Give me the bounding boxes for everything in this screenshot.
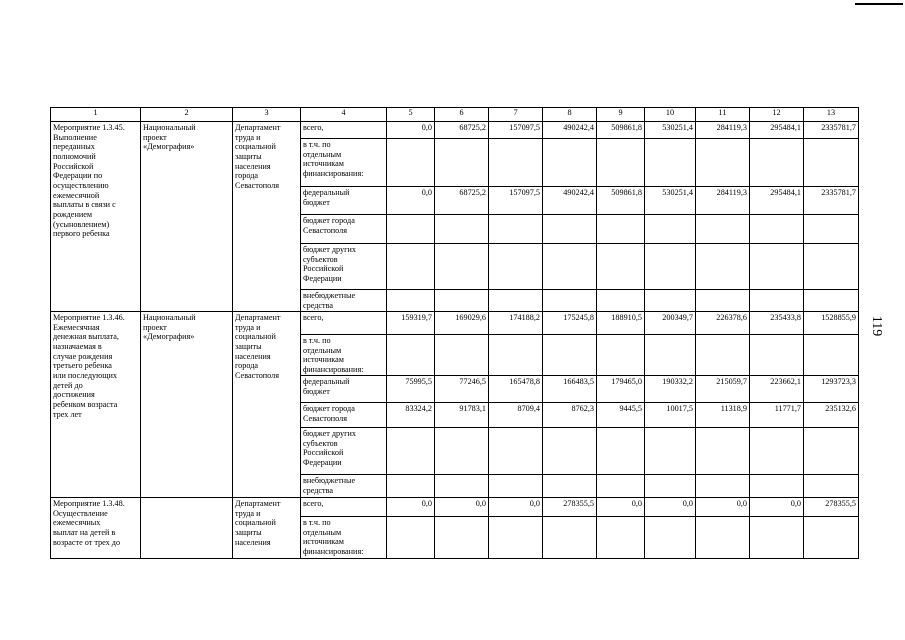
value-cell [387, 428, 435, 475]
value-cell [696, 517, 750, 559]
value-cell: 284119,3 [696, 122, 750, 139]
funding-source-cell: федеральный бюджет [301, 187, 387, 215]
value-cell [597, 139, 645, 187]
value-cell [804, 244, 859, 290]
value-cell [489, 335, 543, 376]
value-cell: 295484,1 [750, 187, 804, 215]
value-cell: 223662,1 [750, 376, 804, 403]
value-cell: 165478,8 [489, 376, 543, 403]
table-row [51, 122, 859, 139]
value-cell: 83324,2 [387, 403, 435, 428]
column-header: 5 [387, 108, 435, 122]
value-cell: 9445,5 [597, 403, 645, 428]
value-cell: 0,0 [387, 122, 435, 139]
value-cell [597, 335, 645, 376]
value-cell [489, 244, 543, 290]
value-cell [435, 517, 489, 559]
value-cell: 235433,8 [750, 312, 804, 335]
value-cell: 0,0 [387, 498, 435, 517]
value-cell: 278355,5 [804, 498, 859, 517]
value-cell: 0,0 [387, 187, 435, 215]
value-cell: 0,0 [435, 498, 489, 517]
event-name-cell: Мероприятие 1.3.48. Осуществление ежемесячных выплат на детей в возрасте от трех до [51, 498, 141, 559]
value-cell: 226378,6 [696, 312, 750, 335]
funding-source-cell: бюджет города Севастополя [301, 215, 387, 244]
value-cell [696, 139, 750, 187]
value-cell [387, 517, 435, 559]
value-cell: 1293723,3 [804, 376, 859, 403]
value-cell [543, 335, 597, 376]
funding-source-cell: федеральный бюджет [301, 376, 387, 403]
project-cell: Национальный проект «Демография» [141, 312, 233, 498]
column-header: 6 [435, 108, 489, 122]
value-cell [489, 139, 543, 187]
funding-source-cell: в т.ч. по отдельным источникам финансирования: [301, 139, 387, 187]
funding-table [50, 107, 859, 559]
value-cell: 179465,0 [597, 376, 645, 403]
value-cell: 175245,8 [543, 312, 597, 335]
funding-source-cell: бюджет других субъектов Российской Федерации [301, 428, 387, 475]
funding-source-cell: всего, [301, 122, 387, 139]
value-cell [696, 215, 750, 244]
column-header: 13 [804, 108, 859, 122]
value-cell [804, 290, 859, 312]
value-cell [804, 517, 859, 559]
value-cell [750, 428, 804, 475]
value-cell: 8762,3 [543, 403, 597, 428]
value-cell: 166483,5 [543, 376, 597, 403]
value-cell [543, 428, 597, 475]
column-header: 2 [141, 108, 233, 122]
value-cell [597, 215, 645, 244]
value-cell [597, 290, 645, 312]
value-cell [696, 290, 750, 312]
value-cell [645, 244, 696, 290]
funding-source-cell: в т.ч. по отдельным источникам финансирования: [301, 335, 387, 376]
value-cell: 278355,5 [543, 498, 597, 517]
value-cell [435, 215, 489, 244]
value-cell: 509861,8 [597, 187, 645, 215]
funding-source-cell: бюджет других субъектов Российской Федерации [301, 244, 387, 290]
value-cell: 11318,9 [696, 403, 750, 428]
funding-source-cell: внебюджетные средства [301, 290, 387, 312]
value-cell [645, 335, 696, 376]
funding-source-cell: бюджет города Севастополя [301, 403, 387, 428]
value-cell: 0,0 [750, 498, 804, 517]
value-cell [696, 244, 750, 290]
value-cell: 75995,5 [387, 376, 435, 403]
value-cell: 530251,4 [645, 187, 696, 215]
value-cell [435, 290, 489, 312]
value-cell [543, 475, 597, 498]
value-cell [750, 244, 804, 290]
value-cell [435, 475, 489, 498]
value-cell: 190332,2 [645, 376, 696, 403]
value-cell [435, 335, 489, 376]
value-cell [387, 290, 435, 312]
value-cell [750, 290, 804, 312]
scan-corner-mark [855, 3, 903, 5]
value-cell: 91783,1 [435, 403, 489, 428]
value-cell: 0,0 [696, 498, 750, 517]
value-cell: 215059,7 [696, 376, 750, 403]
value-cell: 490242,4 [543, 122, 597, 139]
funding-source-cell: в т.ч. по отдельным источникам финансирования: [301, 517, 387, 559]
value-cell [645, 139, 696, 187]
value-cell [543, 244, 597, 290]
value-cell [645, 475, 696, 498]
value-cell: 284119,3 [696, 187, 750, 215]
value-cell [750, 475, 804, 498]
value-cell: 509861,8 [597, 122, 645, 139]
project-cell [141, 498, 233, 559]
value-cell [804, 335, 859, 376]
value-cell [597, 244, 645, 290]
column-header: 8 [543, 108, 597, 122]
value-cell [387, 139, 435, 187]
value-cell [597, 428, 645, 475]
value-cell [543, 290, 597, 312]
value-cell: 235132,6 [804, 403, 859, 428]
value-cell: 490242,4 [543, 187, 597, 215]
value-cell: 68725,2 [435, 187, 489, 215]
project-cell: Национальный проект «Демография» [141, 122, 233, 312]
value-cell [543, 517, 597, 559]
funding-source-cell: всего, [301, 498, 387, 517]
value-cell: 8709,4 [489, 403, 543, 428]
column-header: 4 [301, 108, 387, 122]
value-cell: 68725,2 [435, 122, 489, 139]
value-cell: 188910,5 [597, 312, 645, 335]
column-header: 11 [696, 108, 750, 122]
column-header: 12 [750, 108, 804, 122]
value-cell: 174188,2 [489, 312, 543, 335]
value-cell [750, 139, 804, 187]
column-header: 9 [597, 108, 645, 122]
value-cell [696, 428, 750, 475]
value-cell [435, 139, 489, 187]
value-cell: 10017,5 [645, 403, 696, 428]
value-cell [489, 475, 543, 498]
event-name-cell: Мероприятие 1.3.45. Выполнение переданных полномочий Российской Федерации по осуществлению ежемесячной выплаты в связи с рождением (усыновлением) первого ребенка [51, 122, 141, 312]
value-cell [645, 290, 696, 312]
value-cell [750, 517, 804, 559]
value-cell: 77246,5 [435, 376, 489, 403]
value-cell: 2335781,7 [804, 187, 859, 215]
value-cell: 159319,7 [387, 312, 435, 335]
value-cell [750, 215, 804, 244]
value-cell [597, 517, 645, 559]
value-cell: 157097,5 [489, 187, 543, 215]
page-number: 119 [869, 315, 885, 337]
value-cell [696, 335, 750, 376]
value-cell: 1528855,9 [804, 312, 859, 335]
value-cell [645, 517, 696, 559]
value-cell [387, 215, 435, 244]
value-cell: 169029,6 [435, 312, 489, 335]
value-cell: 2335781,7 [804, 122, 859, 139]
value-cell: 295484,1 [750, 122, 804, 139]
value-cell [489, 215, 543, 244]
event-name-cell: Мероприятие 1.3.46. Ежемесячная денежная выплата, назначаемая в случае рождения третьего ребенка или последующих детей до достижения ребенком возраста трех лет [51, 312, 141, 498]
value-cell [645, 215, 696, 244]
funding-source-cell: внебюджетные средства [301, 475, 387, 498]
value-cell [387, 475, 435, 498]
value-cell [543, 139, 597, 187]
executor-cell: Департамент труда и социальной защиты населения города Севастополя [233, 122, 301, 312]
value-cell [489, 428, 543, 475]
value-cell [543, 215, 597, 244]
value-cell: 530251,4 [645, 122, 696, 139]
value-cell [489, 290, 543, 312]
value-cell [804, 215, 859, 244]
value-cell: 0,0 [489, 498, 543, 517]
column-header: 3 [233, 108, 301, 122]
value-cell: 0,0 [597, 498, 645, 517]
column-header: 7 [489, 108, 543, 122]
value-cell: 11771,7 [750, 403, 804, 428]
column-header: 10 [645, 108, 696, 122]
value-cell [489, 517, 543, 559]
value-cell: 0,0 [645, 498, 696, 517]
funding-source-cell: всего, [301, 312, 387, 335]
table-header-row [51, 108, 859, 122]
value-cell: 200349,7 [645, 312, 696, 335]
value-cell [804, 428, 859, 475]
executor-cell: Департамент труда и социальной защиты населения города Севастополя [233, 312, 301, 498]
table-row [51, 312, 859, 335]
value-cell [804, 139, 859, 187]
column-header: 1 [51, 108, 141, 122]
value-cell [750, 335, 804, 376]
executor-cell: Департамент труда и социальной защиты населения [233, 498, 301, 559]
value-cell: 157097,5 [489, 122, 543, 139]
value-cell [645, 428, 696, 475]
value-cell [387, 335, 435, 376]
value-cell [387, 244, 435, 290]
value-cell [804, 475, 859, 498]
table-row [51, 498, 859, 517]
value-cell [435, 244, 489, 290]
value-cell [597, 475, 645, 498]
value-cell [696, 475, 750, 498]
value-cell [435, 428, 489, 475]
